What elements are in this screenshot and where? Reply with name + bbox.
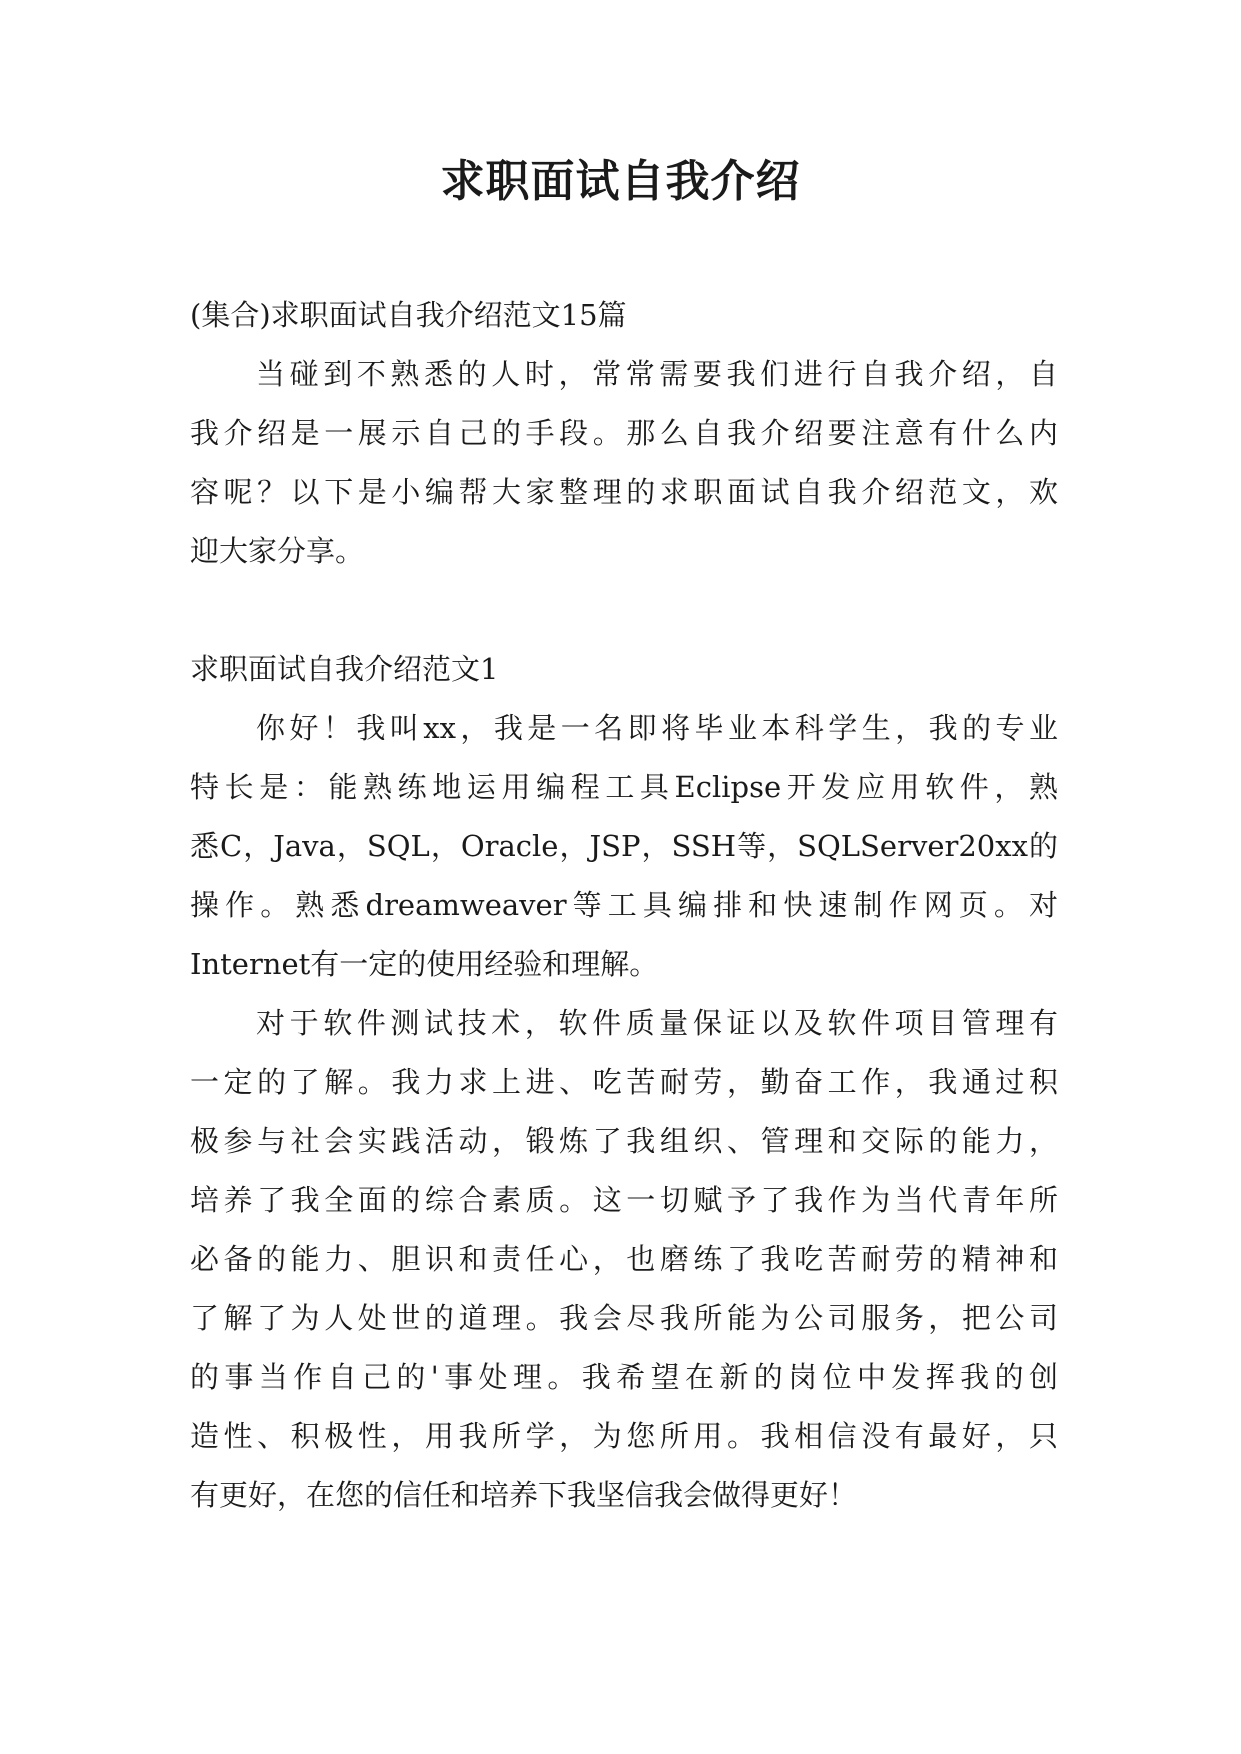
paragraph-line: 极参与社会实践活动，锻炼了我组织、管理和交际的能力，	[190, 1124, 1058, 1158]
paragraph-line: 有更好，在您的信任和培养下我坚信我会做得更好！	[190, 1478, 858, 1512]
paragraph-line: 悉C，Java，SQL，Oracle，JSP，SSH等，SQLServer20xx的	[190, 829, 1058, 863]
document-title: 求职面试自我介绍	[440, 156, 801, 207]
paragraph-line: 你好！我叫xx，我是一名即将毕业本科学生，我的专业	[256, 711, 1058, 745]
paragraph-line: 操作。熟悉dreamweaver等工具编排和快速制作网页。对	[190, 888, 1058, 922]
paragraph-line: 的事当作自己的'事处理。我希望在新的岗位中发挥我的创	[190, 1360, 1058, 1394]
document-subtitle: (集合)求职面试自我介绍范文15篇	[190, 298, 627, 332]
intro-line: 我介绍是一展示自己的手段。那么自我介绍要注意有什么内	[190, 416, 1058, 450]
intro-line: 迎大家分享。	[190, 534, 365, 568]
paragraph-line: 了解了为人处世的道理。我会尽我所能为公司服务，把公司	[190, 1301, 1058, 1335]
intro-paragraph	[190, 345, 1058, 581]
paragraph-line: Internet有一定的使用经验和理解。	[190, 947, 659, 981]
paragraph-line: 对于软件测试技术，软件质量保证以及软件项目管理有	[256, 1006, 1058, 1040]
paragraph-1	[190, 699, 1058, 994]
paragraph-line: 培养了我全面的综合素质。这一切赋予了我作为当代青年所	[190, 1183, 1058, 1217]
paragraph-line: 一定的了解。我力求上进、吃苦耐劳，勤奋工作，我通过积	[190, 1065, 1058, 1099]
paragraph-line: 必备的能力、胆识和责任心，也磨练了我吃苦耐劳的精神和	[190, 1242, 1058, 1276]
section-heading: 求职面试自我介绍范文1	[190, 652, 499, 686]
paragraph-line: 造性、积极性，用我所学，为您所用。我相信没有最好，只	[190, 1419, 1058, 1453]
paragraph-gap	[190, 581, 1058, 640]
intro-line: 容呢？以下是小编帮大家整理的求职面试自我介绍范文，欢	[190, 475, 1058, 509]
intro-line: 当碰到不熟悉的人时，常常需要我们进行自我介绍，自	[256, 357, 1058, 391]
paragraph-2	[190, 994, 1058, 1525]
document-body	[190, 286, 1058, 1525]
paragraph-line: 特长是：能熟练地运用编程工具Eclipse开发应用软件，熟	[190, 770, 1058, 804]
